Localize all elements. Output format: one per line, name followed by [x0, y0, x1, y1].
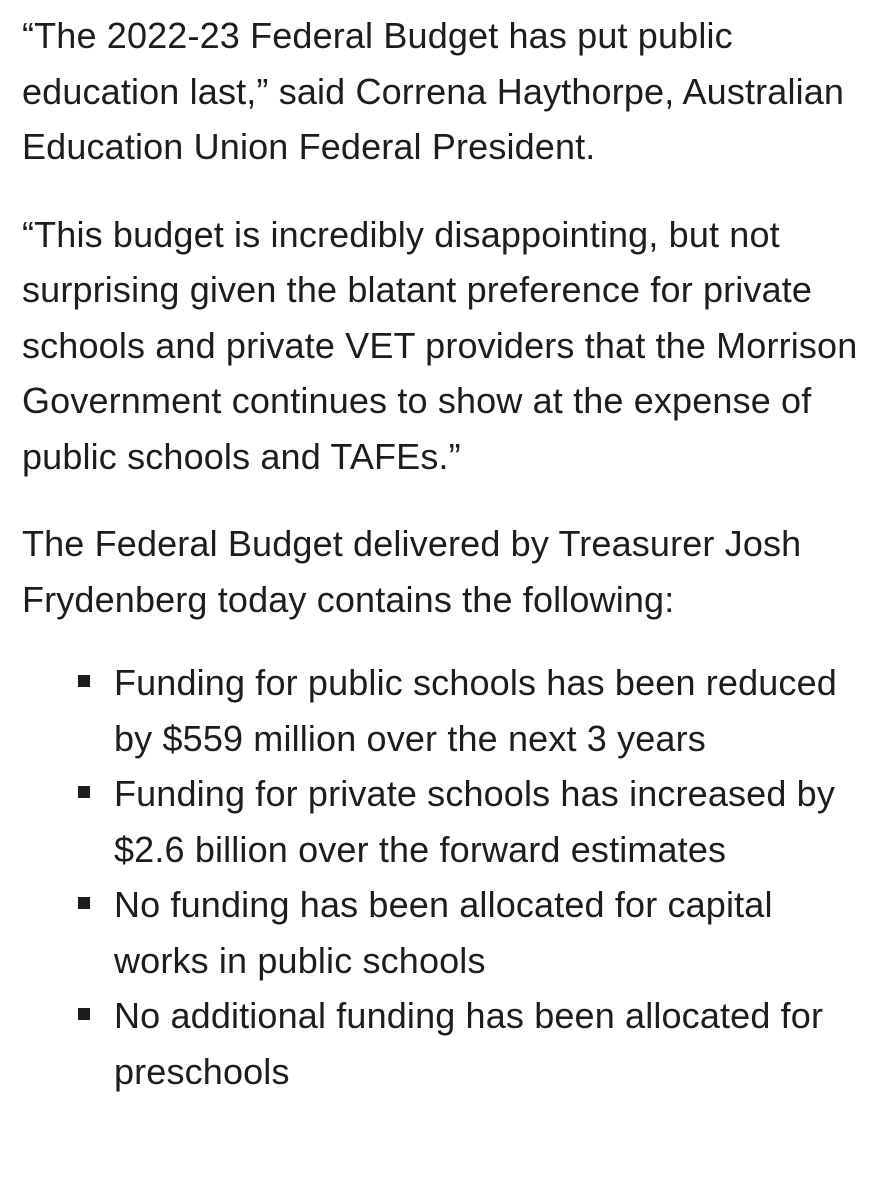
list-item-text: No additional funding has been allocated for preschools: [114, 995, 824, 1092]
list-item: [22, 766, 872, 877]
intro-paragraph: The Federal Budget delivered by Treasurer Josh Frydenberg today contains the following:: [22, 523, 802, 620]
quote-paragraph-2: “This budget is incredibly disappointing, but not surprising given the blatant preference for private schools and private VET providers that the Morrison Government continues to show at the expense of public schools and TAFEs.”: [22, 213, 858, 477]
square-bullet-icon: [78, 675, 90, 687]
quote-paragraph-1: “The 2022-23 Federal Budget has put public education last,” said Correna Haythorpe, Australian Education Union Federal President.: [22, 15, 845, 167]
list-item-text: Funding for private schools has increased by $2.6 billion over the forward estimates: [114, 773, 835, 870]
list-item-text: No funding has been allocated for capital works in public schools: [114, 884, 773, 981]
list-item: [22, 655, 872, 766]
list-item: [22, 877, 872, 988]
square-bullet-icon: [78, 786, 90, 798]
list-item-text: Funding for public schools has been reduced by $559 million over the next 3 years: [114, 662, 837, 759]
square-bullet-icon: [78, 897, 90, 909]
article-body: [22, 8, 872, 1099]
budget-points-list: [22, 655, 872, 1099]
list-item: [22, 988, 872, 1099]
square-bullet-icon: [78, 1008, 90, 1020]
